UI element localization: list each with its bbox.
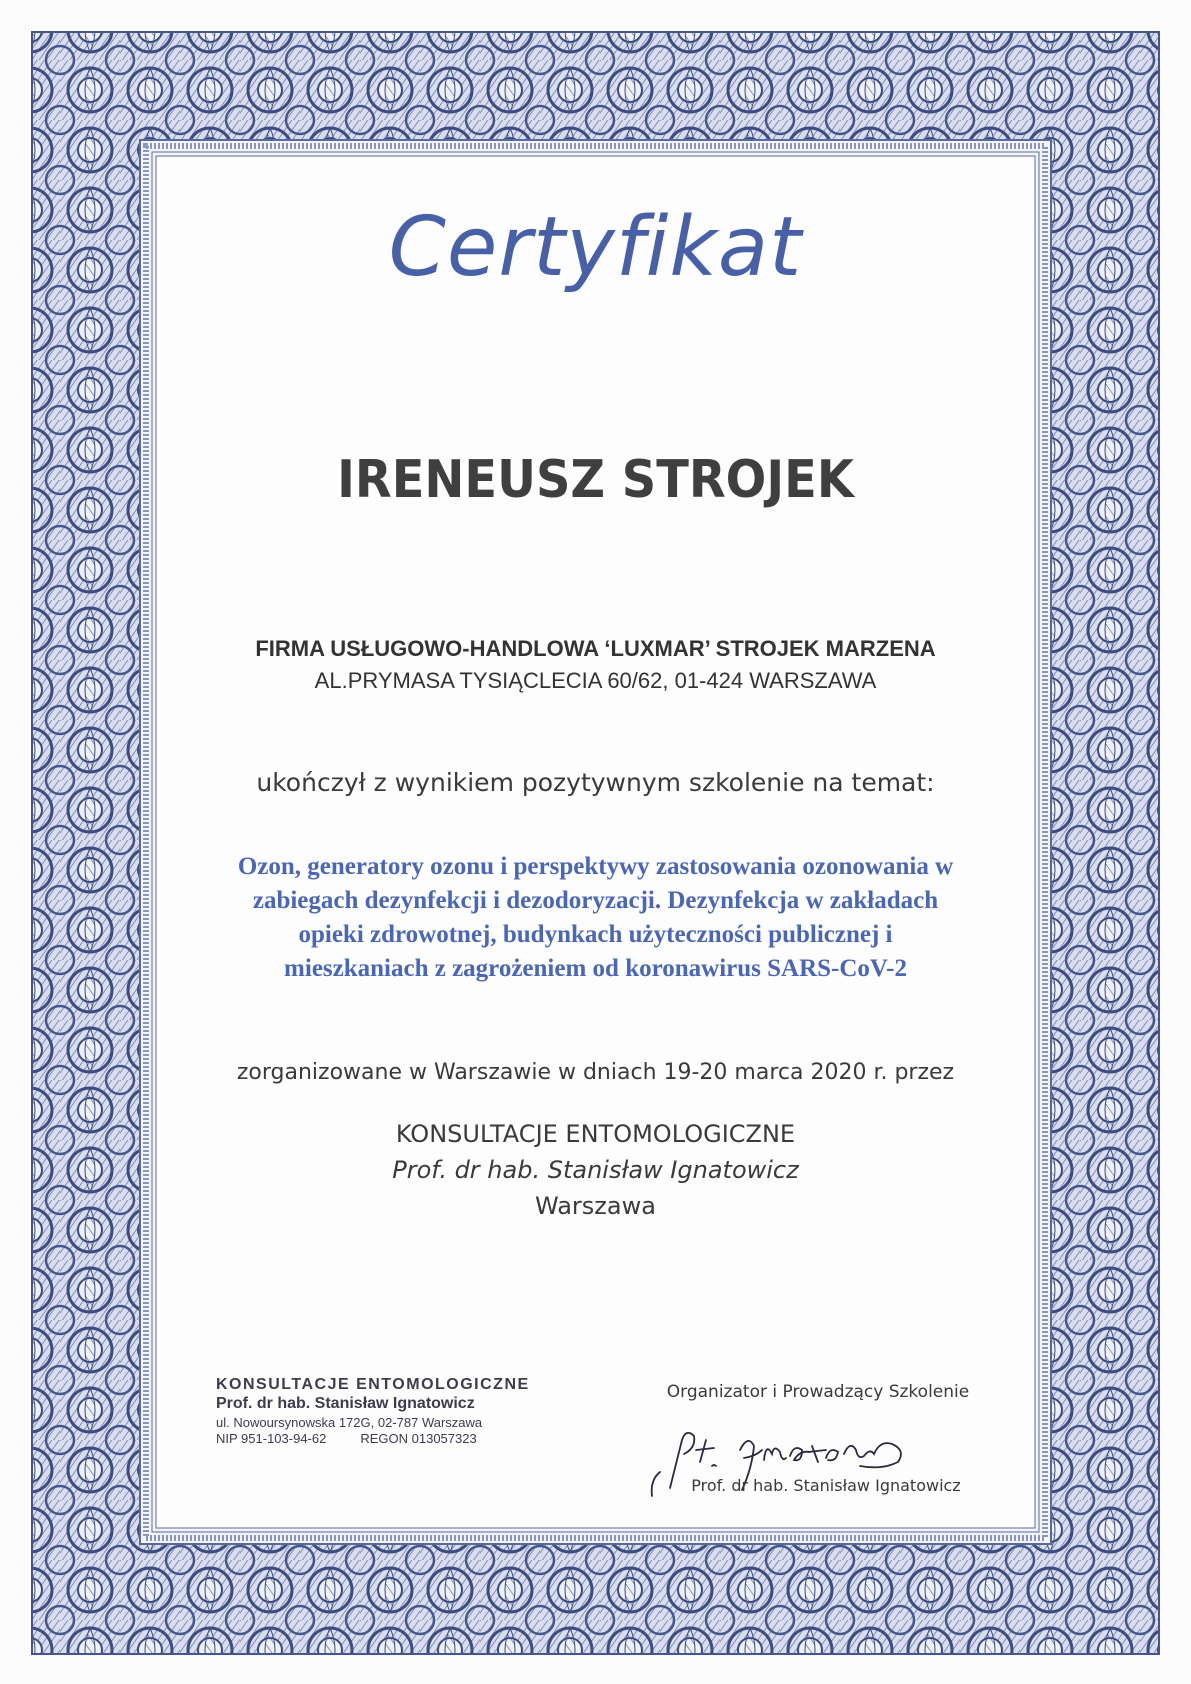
organizer-professor: Prof. dr hab. Stanisław Ignatowicz xyxy=(392,1156,799,1184)
topic-line: Ozon, generatory ozonu i perspektywy zastosowania ozonowania w xyxy=(237,853,954,880)
certificate-title: Certyfikat xyxy=(388,200,803,295)
topic-line: opieki zdrowotnej, budynkach użyteczności publicznej i xyxy=(298,921,893,948)
organizer-city: Warszawa xyxy=(535,1192,656,1220)
stamp-company: KONSULTACJE ENTOMOLOGICZNE xyxy=(216,1376,530,1393)
stamp-address: ul. Nowoursynowska 172G, 02-787 Warszawa xyxy=(216,1415,483,1430)
stamp-ids xyxy=(216,1431,516,1446)
organized-statement: zorganizowane w Warszawie w dniach 19-20 marca 2020 r. przez xyxy=(236,1060,955,1085)
stamp-nip: NIP 951-103-94-62 xyxy=(216,1431,327,1446)
signature-name: Prof. dr hab. Stanisław Ignatowicz xyxy=(691,1476,961,1495)
stamp-regon: REGON 013057323 xyxy=(360,1431,477,1446)
organizer-name: KONSULTACJE ENTOMOLOGICZNE xyxy=(395,1120,796,1148)
company-name: FIRMA USŁUGOWO-HANDLOWA ‘LUXMAR’ STROJEK MARZENA xyxy=(255,636,936,661)
company-stamp xyxy=(216,1376,530,1446)
signature-title: Organizator i Prowadzący Szkolenie xyxy=(666,1382,970,1402)
topic-line: mieszkaniach z zagrożeniem od koronawirus SARS-CoV-2 xyxy=(284,955,907,982)
recipient-name: IRENEUSZ STROJEK xyxy=(337,450,854,510)
training-topic xyxy=(170,850,1021,986)
stamp-professor: Prof. dr hab. Stanisław Ignatowicz xyxy=(216,1395,475,1412)
completion-statement: ukończył z wynikiem pozytywnym szkolenie na temat: xyxy=(256,768,935,797)
topic-line: zabiegach dezynfekcji i dezodoryzacji. Dezynfekcja w zakładach xyxy=(252,887,939,914)
certificate-body xyxy=(160,160,1031,1524)
company-address: AL.PRYMASA TYSIĄCLECIA 60/62, 01-424 WARSZAWA xyxy=(314,668,877,693)
